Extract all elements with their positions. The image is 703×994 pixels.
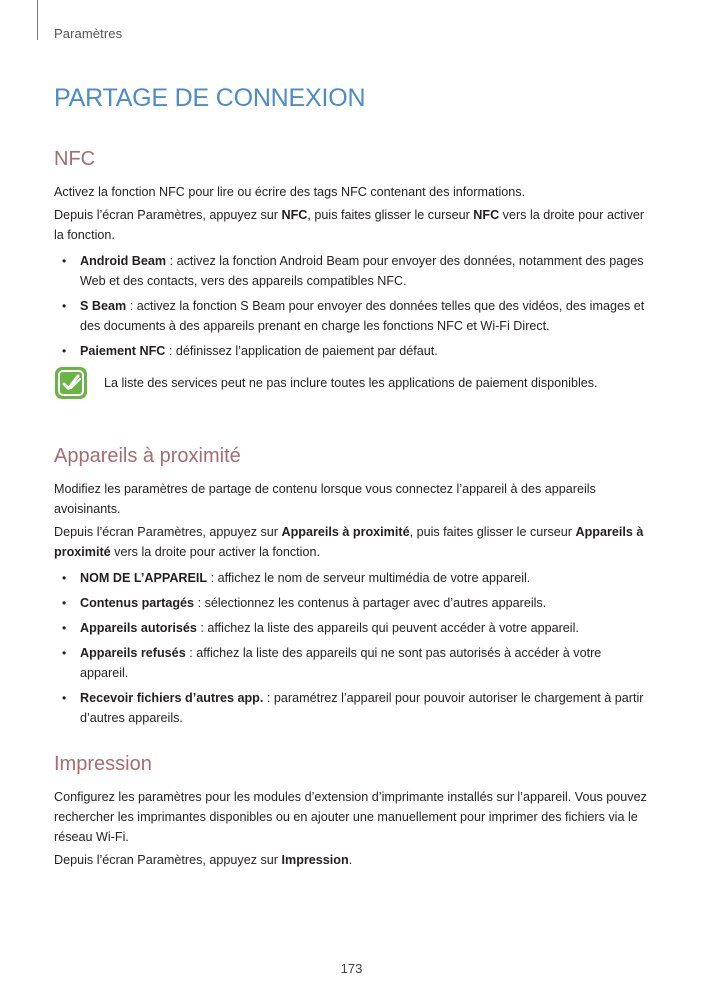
bullet-icon: • bbox=[62, 299, 67, 313]
list-item-term: Appareils autorisés bbox=[80, 621, 197, 635]
list-item bbox=[54, 618, 652, 638]
list-item-description: : activez la fonction Android Beam pour envoyer des données, notamment des pages Web et des contacts, vers des appareils compatibles NFC. bbox=[80, 254, 644, 288]
section-nfc bbox=[54, 146, 652, 400]
section-heading-nearby: Appareils à proximité bbox=[54, 445, 241, 467]
bullet-icon: • bbox=[62, 646, 67, 660]
list-item-term: Recevoir fichiers d’autres app. bbox=[80, 691, 264, 705]
nfc-option-list bbox=[54, 251, 652, 361]
section-printing bbox=[54, 751, 652, 870]
nfc-instruction-bold-1: NFC bbox=[281, 208, 308, 222]
list-item bbox=[54, 296, 652, 336]
page-number: 173 bbox=[340, 961, 363, 976]
printing-intro: Configurez les paramètres pour les modules d’extension d’imprimante installés sur l’appareil. Vous pouvez rechercher les imprimantes disponibles ou en ajouter une manuellement pour imprimer des fichiers via le réseau Wi-Fi. bbox=[54, 790, 647, 844]
nearby-instruction-bold-1: Appareils à proximité bbox=[281, 525, 410, 539]
printing-instruction bbox=[54, 850, 652, 870]
nfc-intro: Activez la fonction NFC pour lire ou écrire des tags NFC contenant des informations. bbox=[54, 185, 526, 199]
note-pencil-icon bbox=[54, 366, 88, 400]
list-item-term: Android Beam bbox=[80, 254, 167, 268]
list-item-term: NOM DE L’APPAREIL bbox=[80, 571, 208, 585]
list-item-description: : paramétrez l’appareil pour pouvoir autoriser le chargement à partir d’autres appareils. bbox=[80, 691, 644, 725]
running-head: Paramètres bbox=[54, 26, 123, 41]
list-item-description: : activez la fonction S Beam pour envoyer des données telles que des vidéos, des images et des documents à des appareils prenant en charge les fonctions NFC et Wi-Fi Direct. bbox=[80, 299, 645, 333]
list-item bbox=[54, 688, 652, 728]
note-box bbox=[54, 366, 652, 400]
list-item-description: : définissez l’application de paiement par défaut. bbox=[165, 344, 438, 358]
nfc-instruction-text-2: , puis faites glisser le curseur bbox=[307, 208, 474, 222]
list-item-term: Paiement NFC bbox=[80, 344, 166, 358]
nearby-instruction-text-2: , puis faites glisser le curseur bbox=[409, 525, 576, 539]
list-item bbox=[54, 593, 652, 613]
nearby-instruction bbox=[54, 522, 652, 562]
list-item bbox=[54, 251, 652, 291]
bullet-icon: • bbox=[62, 571, 67, 585]
note-text: La liste des services peut ne pas inclure toutes les applications de paiement disponibles. bbox=[104, 376, 598, 390]
list-item-description: : affichez la liste des appareils qui peuvent accéder à votre appareil. bbox=[196, 621, 579, 635]
list-item-term: Appareils refusés bbox=[80, 646, 186, 660]
nearby-intro: Modifiez les paramètres de partage de contenu lorsque vous connectez l’appareil à des appareils avoisinants. bbox=[54, 482, 596, 516]
nfc-instruction-text-3: vers la droite pour activer la fonction. bbox=[54, 208, 645, 242]
bullet-icon: • bbox=[62, 596, 67, 610]
bullet-icon: • bbox=[62, 621, 67, 635]
list-item-term: Contenus partagés bbox=[80, 596, 195, 610]
nearby-instruction-bold-2: Appareils à proximité bbox=[54, 525, 644, 559]
bullet-icon: • bbox=[62, 691, 67, 705]
list-item-description: : affichez le nom de serveur multimédia de votre appareil. bbox=[207, 571, 531, 585]
nearby-instruction-text-3: vers la droite pour activer la fonction. bbox=[110, 545, 320, 559]
nearby-option-list bbox=[54, 568, 652, 728]
nfc-instruction-bold-2: NFC bbox=[473, 208, 500, 222]
page-content bbox=[54, 146, 652, 870]
list-item bbox=[54, 643, 652, 683]
list-item bbox=[54, 568, 652, 588]
printing-instruction-text-2: . bbox=[348, 853, 353, 867]
nfc-instruction bbox=[54, 205, 652, 245]
margin-rule bbox=[37, 0, 38, 40]
bullet-icon: • bbox=[62, 254, 67, 268]
list-item bbox=[54, 341, 652, 361]
list-item-term: S Beam bbox=[80, 299, 127, 313]
list-item-description: : affichez la liste des appareils qui ne sont pas autorisés à accéder à votre appareil. bbox=[80, 646, 602, 680]
section-heading-nfc: NFC bbox=[54, 148, 96, 170]
bullet-icon: • bbox=[62, 344, 67, 358]
page-title: PARTAGE DE CONNEXION bbox=[54, 84, 366, 112]
nearby-instruction-text-1: Depuis l’écran Paramètres, appuyez sur bbox=[54, 525, 282, 539]
list-item-description: : sélectionnez les contenus à partager avec d’autres appareils. bbox=[194, 596, 547, 610]
printing-instruction-bold-1: Impression bbox=[281, 853, 349, 867]
section-nearby-devices bbox=[54, 443, 652, 728]
printing-instruction-text-1: Depuis l’écran Paramètres, appuyez sur bbox=[54, 853, 282, 867]
section-heading-printing: Impression bbox=[54, 753, 152, 775]
nfc-instruction-text-1: Depuis l’écran Paramètres, appuyez sur bbox=[54, 208, 282, 222]
